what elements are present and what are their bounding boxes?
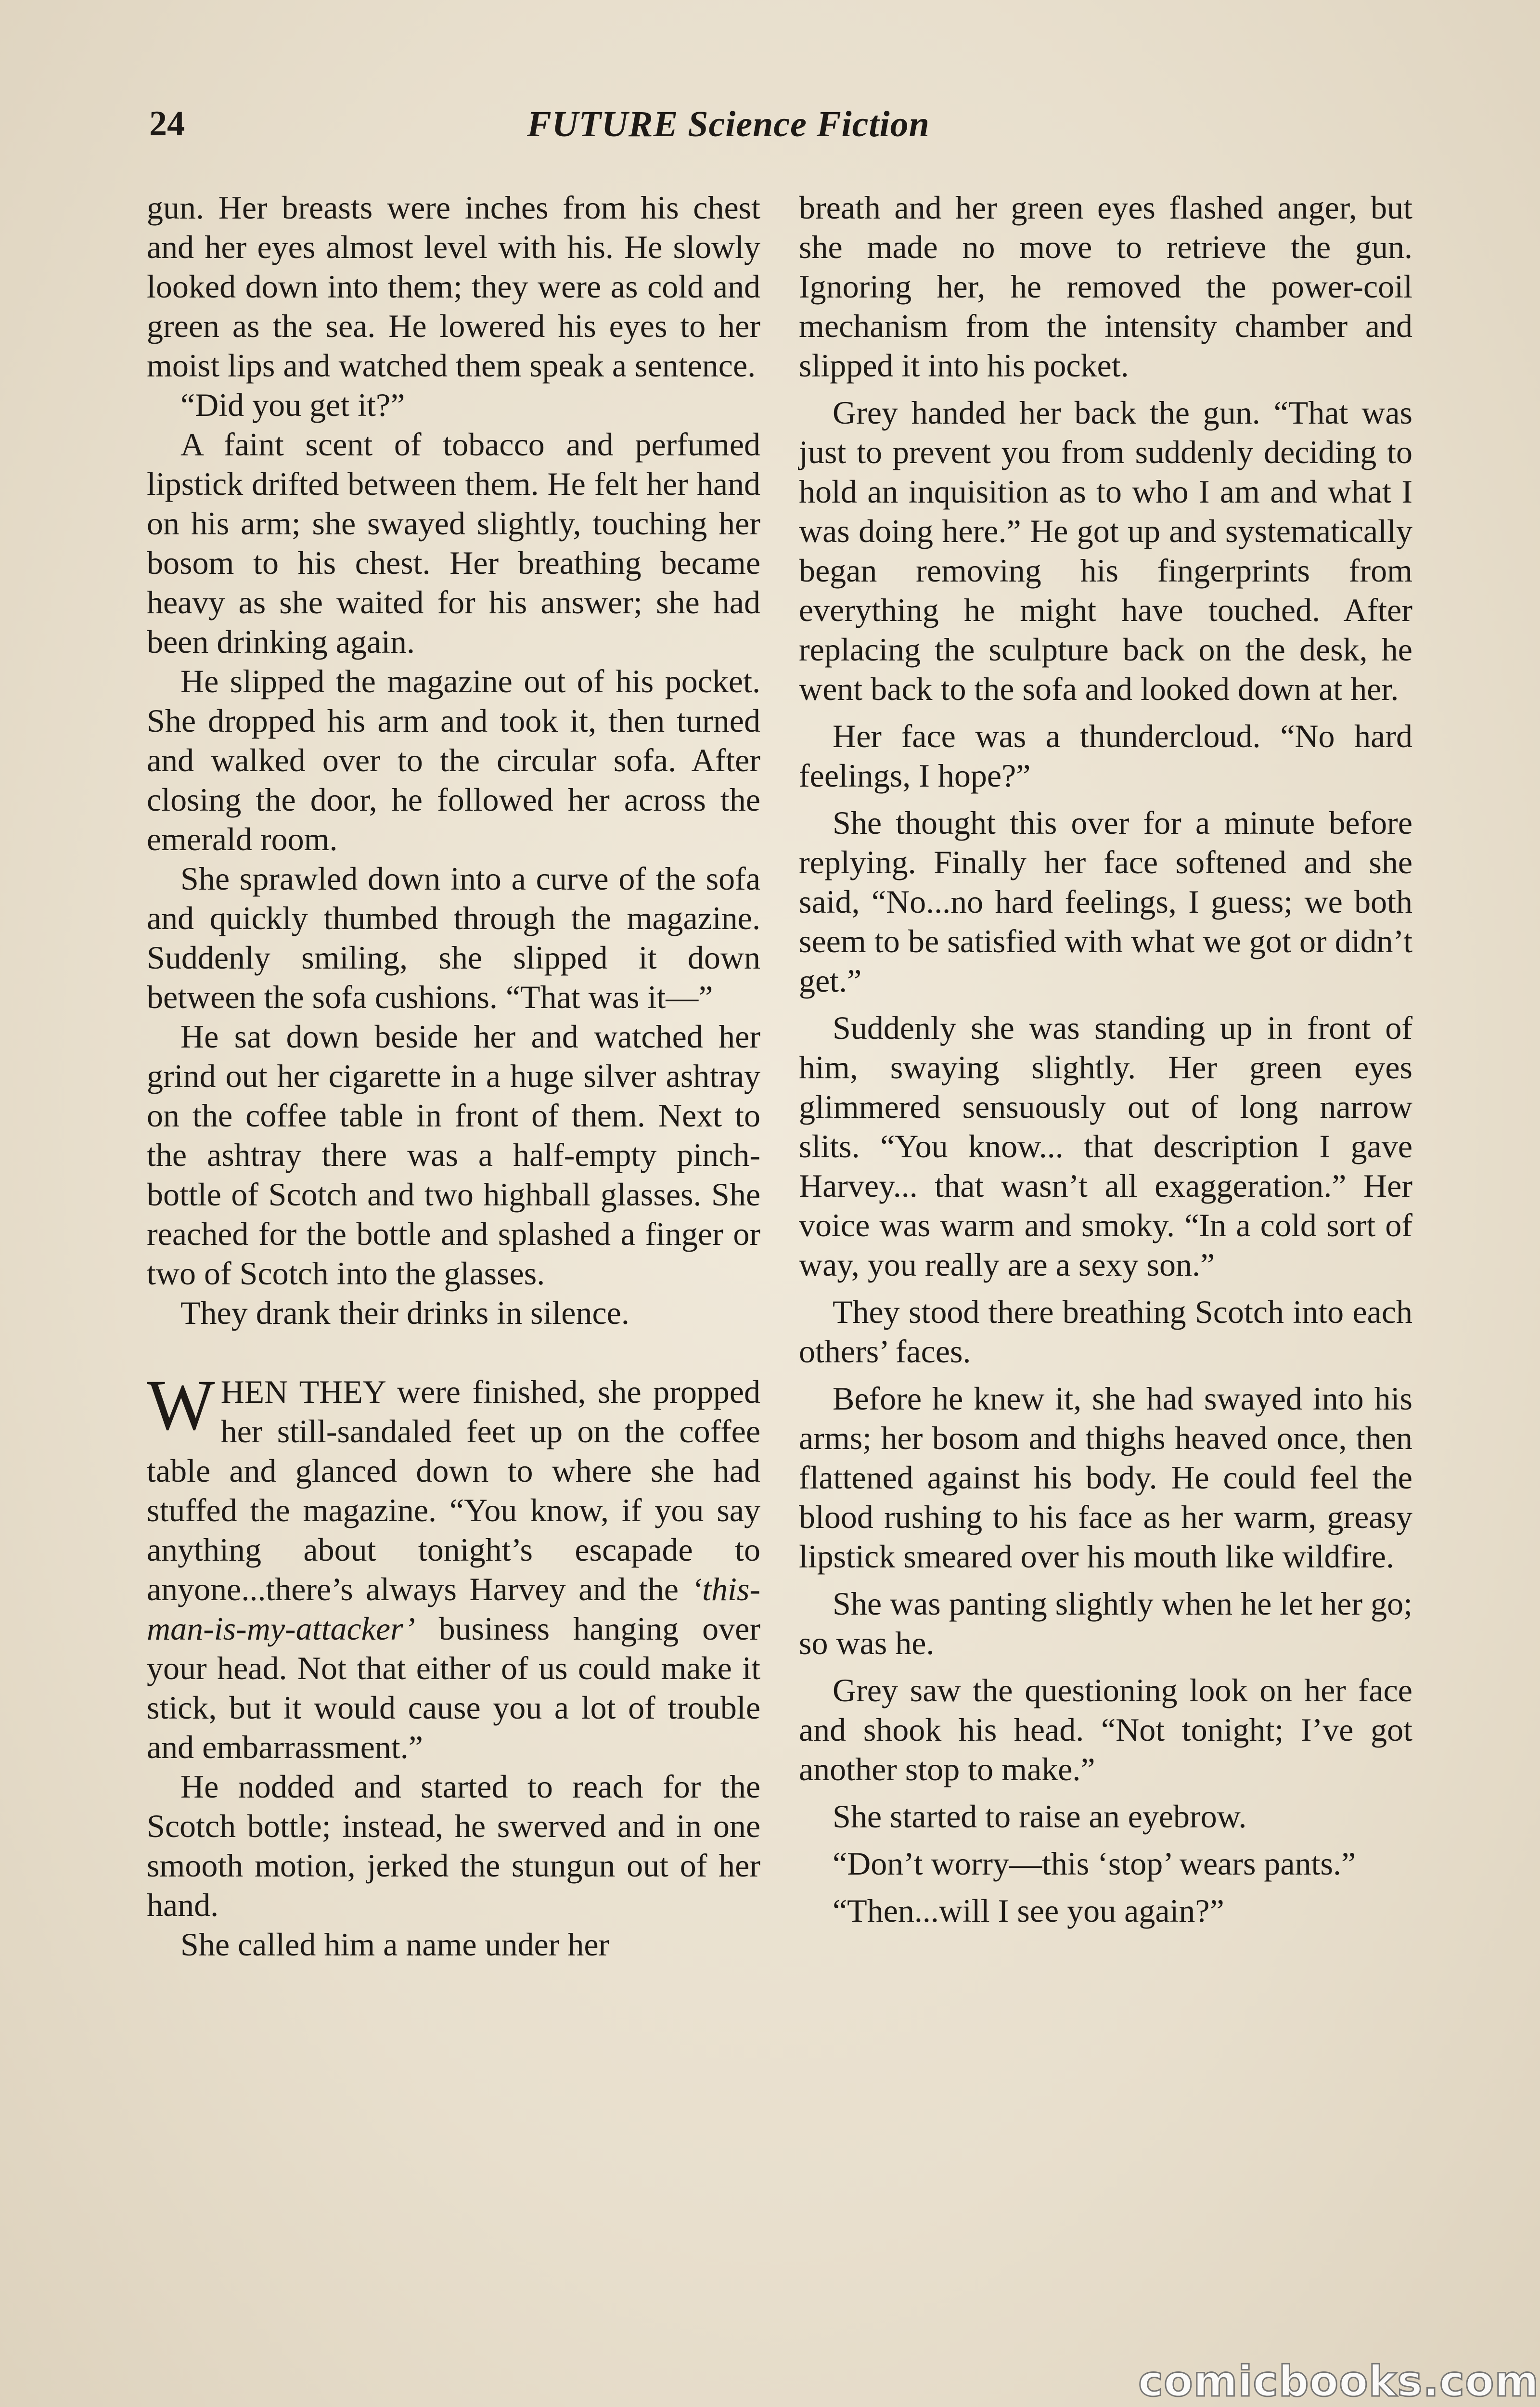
running-title: FUTURE Science Fiction — [527, 104, 930, 144]
paragraph: They stood there breathing Scotch into each others’ faces. — [799, 1294, 1412, 1370]
paragraph: He slipped the magazine out of his pocket. She dropped his arm and took it, then turned and walked over to the circular sofa. After closing the door, he followed her across the emerald room. — [147, 663, 760, 857]
paragraph-text: business hanging over your head. Not that either of us could make it stick, but it would cause you a lot of trouble and embarrassment.” — [147, 1610, 760, 1765]
paragraph-text: HEN THEY were finished, she propped her still-sandaled feet up on the coffee table and glanced down to where she had stuffed the magazine. “You know, if you say anything about tonight’s escapade to anyone...there’s always Harvey and the — [147, 1373, 760, 1607]
paragraph: He sat down beside her and watched her grind out her cigarette in a huge silver ashtray on the coffee table in front of them. Next to the ashtray there was a half-empty pinch-bottle of Scotch and two highball glasses. She reached for the bottle and splashed a finger or two of Scotch into the glasses. — [147, 1018, 760, 1292]
paragraph: He nodded and started to reach for the Scotch bottle; instead, he swerved and in one smooth motion, jerked the stungun out of her hand. — [147, 1768, 760, 1923]
paragraph: She thought this over for a minute before replying. Finally her face softened and she said, “No...no hard feelings, I guess; we both seem to be satisfied with what we got or didn’t get.” — [799, 804, 1412, 999]
left-column — [147, 188, 760, 1964]
watermark-logo: comicbooks.com — [1138, 2356, 1540, 2406]
drop-cap: W — [147, 1365, 215, 1445]
paragraph: Her face was a thundercloud. “No hard feelings, I hope?” — [799, 718, 1412, 794]
paragraph: Before he knew it, she had swayed into his arms; her bosom and thighs heaved once, then flattened against his body. He could feel the blood rushing to his face as her warm, greasy lipstick smeared over his mouth like wildfire. — [799, 1380, 1412, 1575]
paragraph: gun. Her breasts were inches from his chest and her eyes almost level with his. He slowly looked down into them; they were as cold and green as the sea. He lowered his eyes to her moist lips and watched them speak a sentence. — [147, 189, 760, 384]
paragraph: They drank their drinks in silence. — [180, 1294, 629, 1331]
page-number: 24 — [149, 104, 185, 143]
paragraph: “Did you get it?” — [180, 387, 405, 423]
paragraph: She sprawled down into a curve of the sofa and quickly thumbed through the magazine. Suddenly smiling, she slipped it down between the sofa cushions. “That was it—” — [147, 860, 760, 1015]
section-paragraph — [147, 1365, 760, 1767]
right-column — [799, 188, 1412, 1930]
paragraph: Suddenly she was standing up in front of him, swaying slightly. Her green eyes glimmered sensuously out of long narrow slits. “You know... that description I gave Harvey... that wasn’t all exaggeration.” Her voice was warm and smoky. “In a cold sort of way, you really are a sexy son.” — [799, 1009, 1412, 1283]
italic-phrase: ‘this-man-is-my-attacker’ — [147, 1571, 760, 1647]
paragraph: “Then...will I see you again?” — [833, 1892, 1224, 1929]
paragraph: A faint scent of tobacco and perfumed lipstick drifted between them. He felt her hand on his arm; she swayed slightly, touching her bosom to his chest. Her breathing became heavy as she waited for his answer; she had been drinking again. — [147, 426, 760, 660]
paragraph: breath and her green eyes flashed anger, but she made no move to retrieve the gun. Ignoring her, he removed the power-coil mechanism from the intensity chamber and slipped it into his pocket. — [799, 189, 1412, 384]
paragraph: Grey handed her back the gun. “That was just to prevent you from suddenly deciding to hold an inquisition as to who I am and what I was doing here.” He got up and systematically began removing his fingerprints from everything he might have touched. After replacing the sculpture back on the desk, he went back to the sofa and looked down at her. — [799, 394, 1412, 707]
paragraph: She called him a name under her — [180, 1926, 610, 1963]
paragraph: “Don’t worry—this ‘stop’ wears pants.” — [833, 1845, 1356, 1882]
paragraph: Grey saw the questioning look on her face and shook his head. “Not tonight; I’ve got another stop to make.” — [799, 1672, 1412, 1787]
paragraph: She started to raise an eyebrow. — [833, 1798, 1247, 1835]
paragraph: She was panting slightly when he let her go; so was he. — [799, 1585, 1412, 1661]
